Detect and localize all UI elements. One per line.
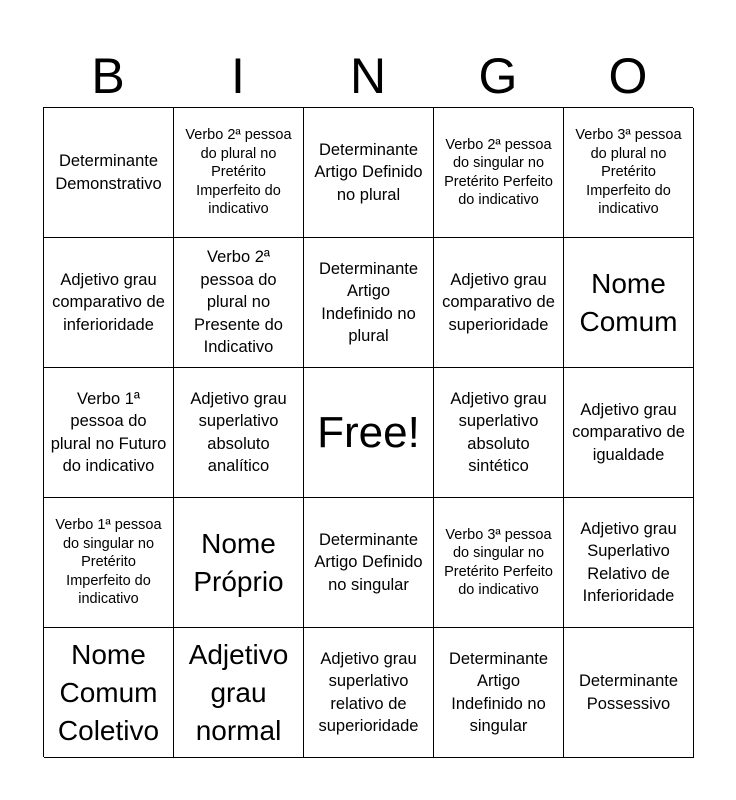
bingo-cell[interactable]: Verbo 3ª pessoa do singular no Pretérito Perfeito do indicativo (434, 498, 564, 628)
bingo-cell[interactable]: Determinante Artigo Definido no singular (304, 498, 434, 628)
bingo-cell[interactable]: Adjetivo grau comparativo de superioridade (434, 238, 564, 368)
free-space-cell[interactable]: Free! (304, 368, 434, 498)
header-letter-o: O (608, 48, 648, 104)
bingo-header (43, 46, 693, 106)
bingo-cell[interactable]: Verbo 3ª pessoa do plural no Pretérito Imperfeito do indicativo (564, 108, 694, 238)
bingo-cell[interactable]: Determinante Possessivo (564, 628, 694, 758)
bingo-cell[interactable]: Adjetivo grau superlativo relativo de superioridade (304, 628, 434, 758)
bingo-cell[interactable]: Verbo 2ª pessoa do singular no Pretérito Perfeito do indicativo (434, 108, 564, 238)
bingo-cell[interactable]: Verbo 2ª pessoa do plural no Presente do Indicativo (174, 238, 304, 368)
bingo-cell[interactable]: Nome Comum (564, 238, 694, 368)
bingo-cell[interactable]: Determinante Artigo Indefinido no singular (434, 628, 564, 758)
bingo-cell[interactable]: Verbo 1ª pessoa do plural no Futuro do indicativo (44, 368, 174, 498)
bingo-cell[interactable]: Determinante Artigo Definido no plural (304, 108, 434, 238)
bingo-cell[interactable]: Adjetivo grau superlativo absoluto analítico (174, 368, 304, 498)
header-letter-n: N (349, 48, 387, 104)
bingo-cell[interactable]: Determinante Demonstrativo (44, 108, 174, 238)
bingo-cell[interactable]: Verbo 2ª pessoa do plural no Pretérito Imperfeito do indicativo (174, 108, 304, 238)
bingo-cell[interactable]: Adjetivo grau comparativo de igualdade (564, 368, 694, 498)
bingo-cell[interactable]: Determinante Artigo Indefinido no plural (304, 238, 434, 368)
bingo-cell[interactable]: Adjetivo grau comparativo de inferioridade (44, 238, 174, 368)
header-letter-b: B (91, 48, 125, 104)
bingo-cell[interactable]: Adjetivo grau normal (174, 628, 304, 758)
bingo-cell[interactable]: Adjetivo grau superlativo absoluto sintético (434, 368, 564, 498)
bingo-cell[interactable]: Verbo 1ª pessoa do singular no Pretérito Imperfeito do indicativo (44, 498, 174, 628)
bingo-grid (43, 107, 693, 757)
bingo-cell[interactable]: Nome Comum Coletivo (44, 628, 174, 758)
bingo-cell[interactable]: Nome Próprio (174, 498, 304, 628)
header-letter-i: I (231, 48, 245, 104)
header-letter-g: G (478, 48, 518, 104)
bingo-cell[interactable]: Adjetivo grau Superlativo Relativo de Inferioridade (564, 498, 694, 628)
